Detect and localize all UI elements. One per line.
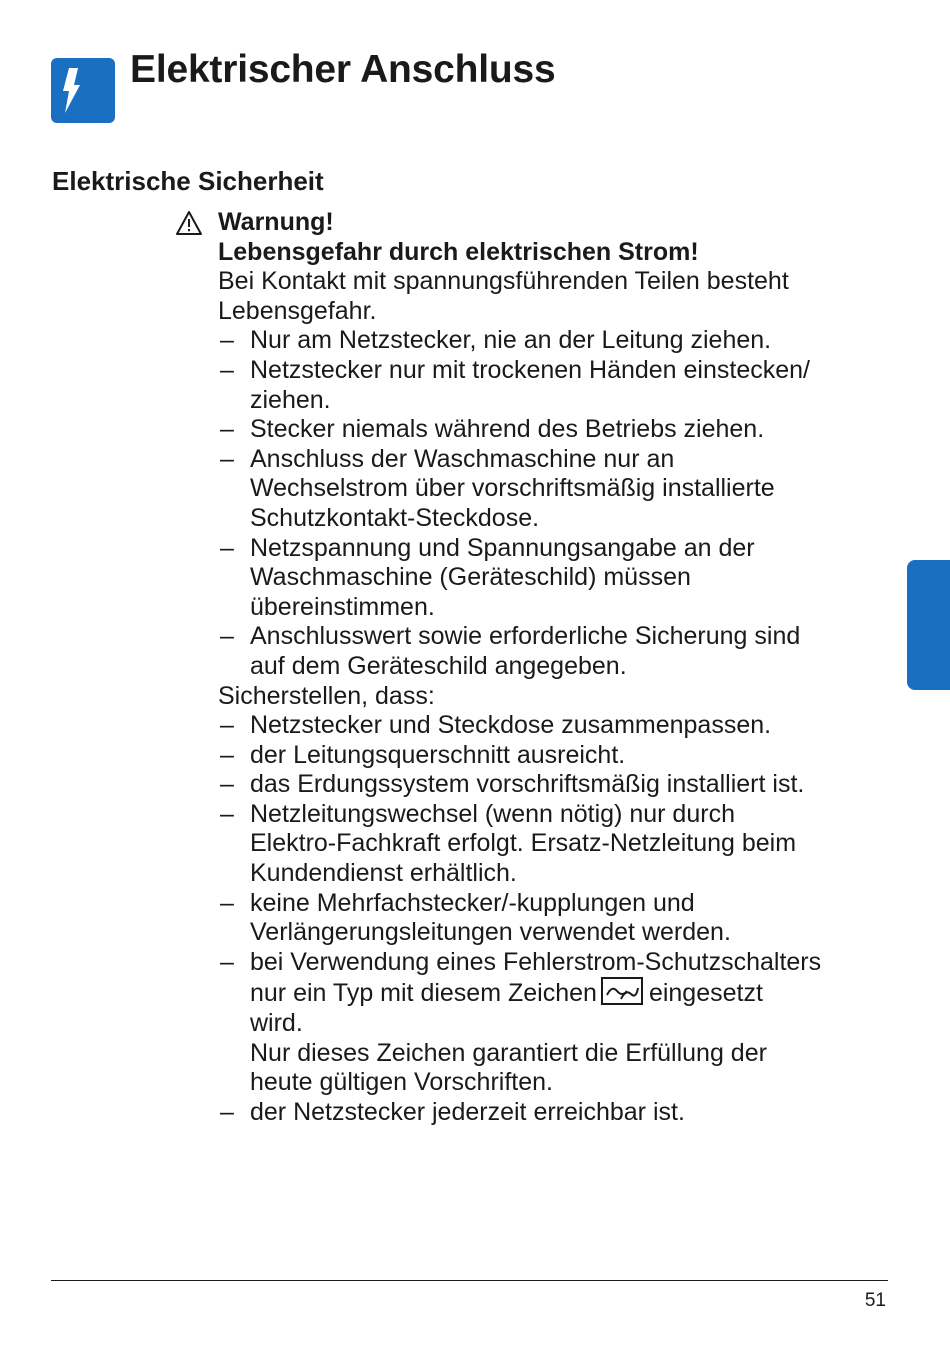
list-dash: –	[220, 947, 234, 976]
list-dash: –	[220, 415, 234, 444]
rcd-type-symbol-icon	[601, 977, 643, 1005]
list-dash: –	[220, 622, 234, 651]
list-dash: –	[220, 355, 234, 384]
list-item-line: Wechselstrom über vorschriftsmäßig installierte	[250, 474, 775, 503]
list-dash: –	[220, 326, 234, 355]
rcd-line	[250, 977, 908, 1009]
list-item	[218, 800, 908, 889]
warning-intro	[218, 267, 908, 326]
rcd-note-line: heute gültigen Vorschriften.	[250, 1068, 553, 1097]
list-item-line: Verlängerungsleitungen verwendet werden.	[250, 918, 731, 947]
list-dash: –	[220, 740, 234, 769]
list-item-last	[218, 1098, 908, 1128]
ensure-intro: Sicherstellen, dass:	[218, 681, 435, 710]
warning-item-list	[218, 326, 908, 681]
list-dash: –	[220, 770, 234, 799]
list-item-line: ziehen.	[250, 385, 331, 414]
section-title: Elektrische Sicherheit	[52, 166, 324, 196]
lightning-bolt-icon	[51, 58, 115, 123]
list-item-line: Anschlusswert sowie erforderliche Sicherung sind	[250, 622, 801, 651]
list-item	[218, 415, 908, 445]
warning-label: Warnung!	[218, 208, 334, 236]
rcd-line: wird.	[250, 1009, 303, 1038]
list-item-line: Netzstecker und Steckdose zusammenpassen.	[250, 711, 772, 740]
list-item-line: Netzstecker nur mit trockenen Händen einstecken/	[250, 355, 810, 384]
list-item	[218, 445, 908, 534]
list-item-line: Stecker niemals während des Betriebs ziehen.	[250, 415, 765, 444]
rcd-line: bei Verwendung eines Fehlerstrom-Schutzschalters	[250, 947, 822, 976]
list-item-line: der Leitungsquerschnitt ausreicht.	[250, 740, 626, 769]
list-item-line: Waschmaschine (Geräteschild) müssen	[250, 563, 691, 592]
list-item	[218, 356, 908, 415]
rcd-line-text: eingesetzt	[648, 979, 763, 1008]
warning-intro-line: Lebensgefahr.	[218, 296, 377, 325]
footer-divider	[51, 1280, 888, 1281]
list-dash: –	[220, 533, 234, 562]
list-item-line: der Netzstecker jederzeit erreichbar ist.	[250, 1097, 685, 1126]
list-item-line: Elektro-Fachkraft erfolgt. Ersatz-Netzleitung beim	[250, 829, 797, 858]
list-item	[218, 711, 908, 741]
list-item	[218, 741, 908, 771]
page-title: Elektrischer Anschluss	[130, 48, 556, 91]
list-item-rcd	[218, 948, 908, 1098]
list-item-line: auf dem Geräteschild angegeben.	[250, 651, 627, 680]
warning-heading: Lebensgefahr durch elektrischen Strom!	[218, 237, 699, 266]
chapter-tab	[907, 560, 950, 690]
list-item	[218, 622, 908, 681]
list-dash: –	[220, 888, 234, 917]
list-item-line: das Erdungssystem vorschriftsmäßig installiert ist.	[250, 770, 805, 799]
list-item	[218, 534, 908, 623]
warning-block	[218, 208, 908, 1127]
ensure-item-list	[218, 711, 908, 948]
rcd-note-line: Nur dieses Zeichen garantiert die Erfüllung der	[250, 1038, 767, 1067]
list-dash: –	[220, 1097, 234, 1126]
list-dash: –	[220, 444, 234, 473]
list-dash: –	[220, 799, 234, 828]
list-item	[218, 326, 908, 356]
page-number: 51	[864, 1290, 886, 1311]
warning-intro-line: Bei Kontakt mit spannungsführenden Teilen besteht	[218, 267, 789, 296]
list-item-line: Nur am Netzstecker, nie an der Leitung ziehen.	[250, 326, 772, 355]
list-item-line: Schutzkontakt-Steckdose.	[250, 503, 540, 532]
rcd-line-text: nur ein Typ mit diesem Zeichen	[250, 979, 597, 1008]
list-dash: –	[220, 711, 234, 740]
list-item-line: Netzleitungswechsel (wenn nötig) nur durch	[250, 799, 735, 828]
list-item	[218, 770, 908, 800]
list-item-line: Netzspannung und Spannungsangabe an der	[250, 533, 755, 562]
warning-triangle-icon	[175, 210, 203, 236]
list-item-line: übereinstimmen.	[250, 592, 435, 621]
list-item-line: Kundendienst erhältlich.	[250, 859, 517, 888]
list-item-line: keine Mehrfachstecker/-kupplungen und	[250, 888, 695, 917]
list-item	[218, 889, 908, 948]
list-item-line: Anschluss der Waschmaschine nur an	[250, 444, 675, 473]
